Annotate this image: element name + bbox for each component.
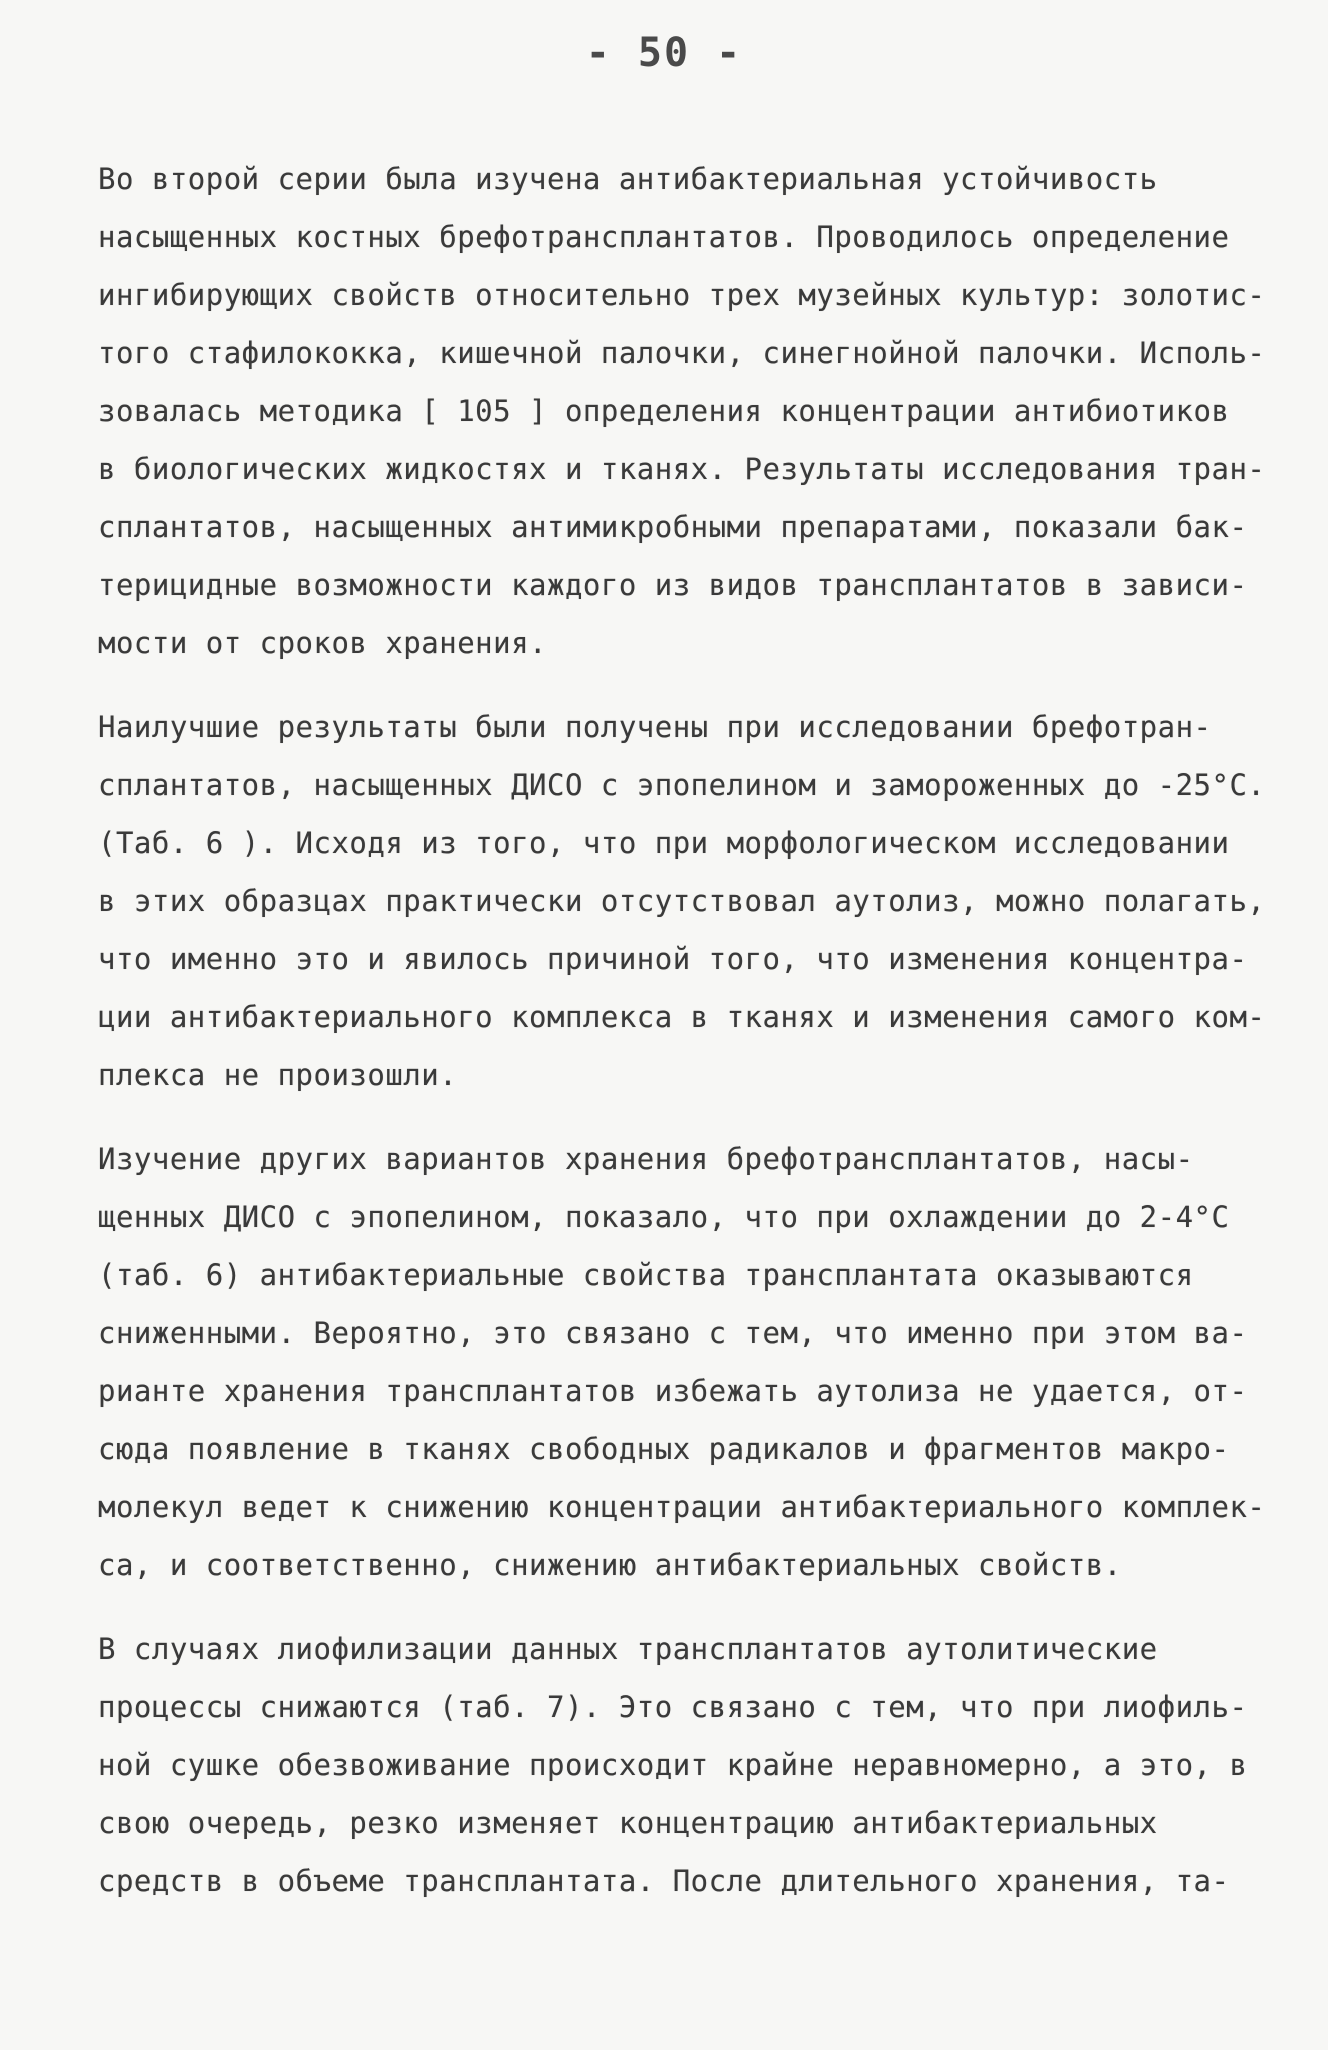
text-line: молекул ведет к снижению концентрации антибактериального комплек- [98,1490,1266,1524]
text-line: сплантатов, насыщенных антимикробными препаратами, показали бак- [98,510,1248,544]
text-line: Во второй серии была изучена антибактериальная устойчивость [98,162,1158,196]
text-line: сниженными. Вероятно, это связано с тем, что именно при этом ва- [98,1316,1248,1350]
text-line: щенных ДИСО с эпопелином, показало, что при охлаждении до 2-4°С [98,1200,1230,1234]
text-line: сюда появление в тканях свободных радикалов и фрагментов макро- [98,1432,1230,1466]
text-line: что именно это и явилось причиной того, что изменения концентра- [98,942,1248,976]
text-line: средств в объеме трансплантата. После длительного хранения, та- [98,1864,1230,1898]
text-line: рианте хранения трансплантатов избежать аутолиза не удается, от- [98,1374,1248,1408]
text-line: ции антибактериального комплекса в тканях и изменения самого ком- [98,1000,1266,1034]
text-line: терицидные возможности каждого из видов трансплантатов в зависи- [98,568,1248,602]
paragraph-3 [98,1130,1278,1594]
text-line: (Таб. 6 ). Исходя из того, что при морфологическом исследовании [98,826,1230,860]
body-text [98,150,1278,1910]
text-line: Изучение других вариантов хранения брефотрансплантатов, насы- [98,1142,1194,1176]
text-line: свою очередь, резко изменяет концентрацию антибактериальных [98,1806,1158,1840]
text-line: насыщенных костных брефотрансплантатов. Проводилось определение [98,220,1230,254]
text-line: са, и соответственно, снижению антибактериальных свойств. [98,1548,1122,1582]
text-line: Наилучшие результаты были получены при исследовании брефотран- [98,710,1212,744]
text-line: мости от сроков хранения. [98,626,547,660]
text-line: в этих образцах практически отсутствовал аутолиз, можно полагать, [98,884,1266,918]
paragraph-1 [98,150,1278,672]
paragraph-4 [98,1620,1278,1910]
paragraph-2 [98,698,1278,1104]
text-line: В случаях лиофилизации данных трансплантатов аутолитические [98,1632,1158,1666]
text-line: процессы снижаются (таб. 7). Это связано с тем, что при лиофиль- [98,1690,1248,1724]
text-line: сплантатов, насыщенных ДИСО с эпопелином и замороженных до -25°С. [98,768,1266,802]
text-line: зовалась методика [ 105 ] определения концентрации антибиотиков [98,394,1230,428]
page-number: - 50 - [585,30,743,76]
text-line: в биологических жидкостях и тканях. Результаты исследования тран- [98,452,1266,486]
paragraph-gap [98,1104,1278,1130]
text-line: плекса не произошли. [98,1058,458,1092]
paragraph-gap [98,672,1278,698]
text-line: ингибирующих свойств относительно трех музейных культур: золотис- [98,278,1266,312]
text-line: того стафилококка, кишечной палочки, синегнойной палочки. Исполь- [98,336,1266,370]
paragraph-gap [98,1594,1278,1620]
text-line: ной сушке обезвоживание происходит крайне неравномерно, а это, в [98,1748,1248,1782]
text-line: (таб. 6) антибактериальные свойства трансплантата оказываются [98,1258,1194,1292]
